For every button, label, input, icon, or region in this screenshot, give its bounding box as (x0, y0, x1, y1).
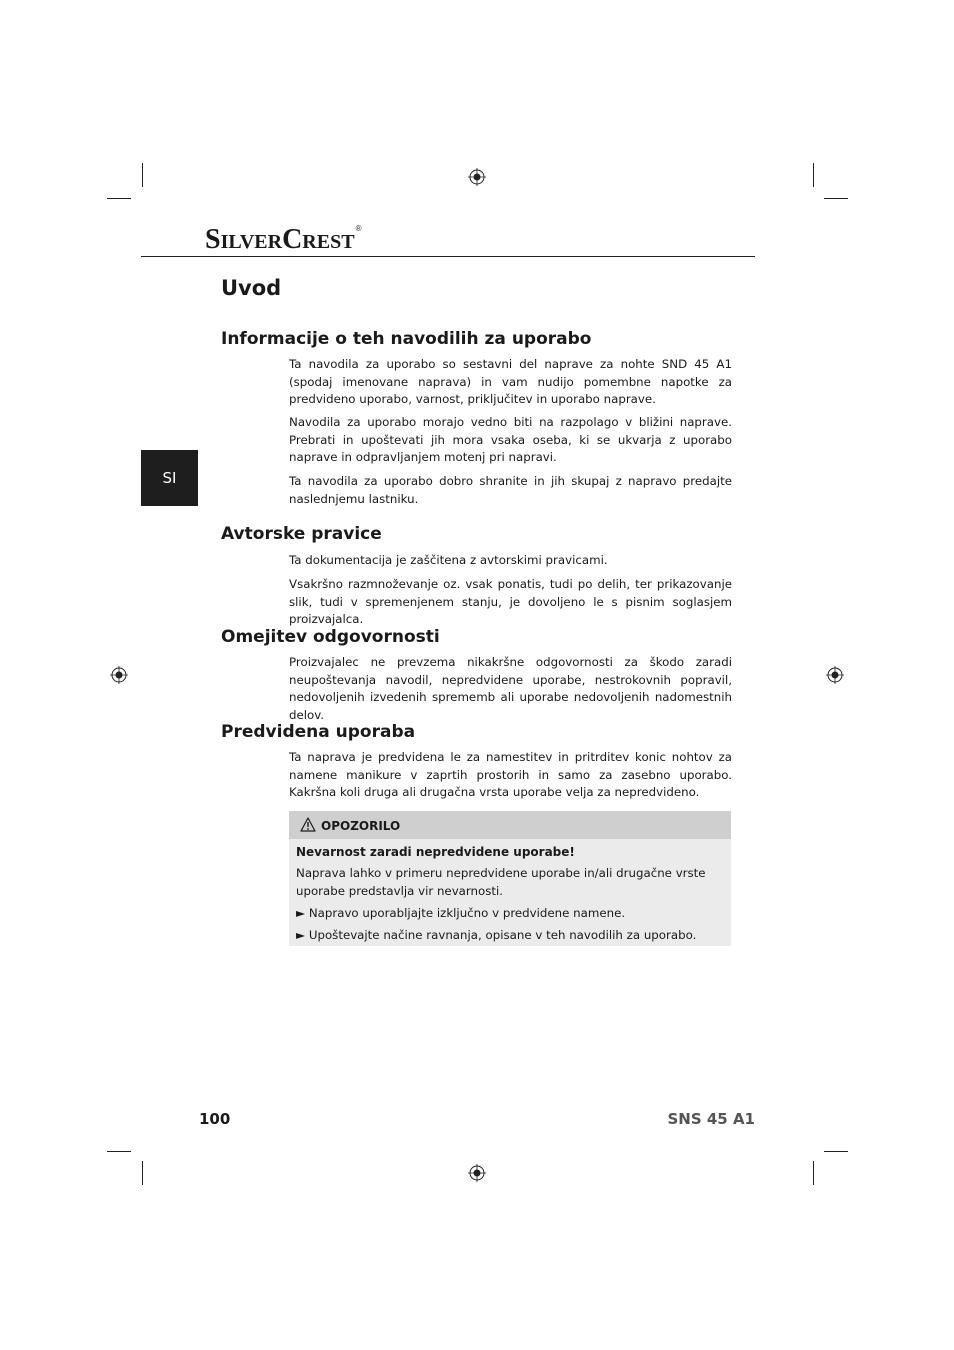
warning-text: Naprava lahko v primeru nepredvidene uporabe in/ali drugačne vrste uporabe predstavlja vir nevarnosti. (296, 866, 706, 898)
bullet-text: Upoštevajte načine ravnanja, opisane v teh navodilih za uporabo. (308, 928, 697, 942)
warning-label: OPOZORILO (321, 819, 401, 833)
paragraph: Navodila za uporabo morajo vedno biti na razpolago v bližini naprave. Prebrati in upoštevati jih mora vsaka oseba, ki se ukvarja z uporabo naprave in odpravljanjem motenj pri napravi. (289, 415, 732, 465)
warning-triangle-icon (300, 817, 316, 832)
registration-mark-icon (110, 666, 128, 684)
registration-mark-icon (468, 1164, 486, 1182)
warning-bullet (296, 927, 696, 945)
warning-header (289, 811, 731, 839)
paragraph: Ta dokumentacija je zaščitena z avtorskimi pravicami. (289, 553, 608, 567)
section-heading: Omejitev odgovornosti (221, 627, 440, 647)
bullet-arrow-icon: ► (296, 906, 306, 920)
crop-mark (142, 1161, 143, 1185)
crop-mark (813, 1161, 814, 1185)
bullet-text: Napravo uporabljajte izključno v predvidene namene. (308, 906, 626, 920)
crop-mark (107, 1151, 131, 1152)
paragraph: Ta naprava je predvidena le za namestitev in pritrditev konic nohtov za namene manikure v zaprtih prostorih in samo za zasebno uporabo. Kakršna koli druga ali drugačna vrsta uporabe velja za nepredvideno. (289, 750, 732, 800)
language-tab (141, 450, 198, 506)
language-tab-label: SI (162, 469, 177, 487)
warning-subtitle: Nevarnost zaradi nepredvidene uporabe! (296, 845, 575, 859)
section-heading: Predvidena uporaba (221, 722, 416, 742)
paragraph: Ta navodila za uporabo dobro shranite in jih skupaj z napravo predajte naslednjemu lastniku. (289, 474, 732, 506)
header-rule (141, 256, 755, 257)
paragraph: Proizvajalec ne prevzema nikakršne odgovornosti za škodo zaradi neupoštevanja navodil, nepredvidene uporabe, nestrokovnih popravil, nedovoljenih izvedenih sprememb ali uporabe nedovoljenih nadomestnih delov. (289, 655, 732, 722)
page-number: 100 (199, 1110, 231, 1128)
crop-mark (824, 1151, 848, 1152)
paragraph: Ta navodila za uporabo so sestavni del naprave za nohte SND 45 A1 (spodaj imenovane naprava) in vam nudijo pomembne napotke za predvideno uporabo, varnost, priključitev in uporabo naprave. (289, 357, 732, 407)
crop-mark (813, 163, 814, 187)
paragraph: Vsakršno razmnoževanje oz. vsak ponatis, tudi po delih, ter prikazovanje slik, tudi v spremenjenem stanju, je dovoljeno le s pisnim soglasjem proizvajalca. (289, 577, 732, 627)
crop-mark (107, 198, 131, 199)
section-heading: Informacije o teh navodilih za uporabo (221, 329, 592, 349)
brand-name: SilverCrest (205, 224, 355, 255)
page-title: Uvod (221, 276, 282, 300)
registered-mark: ® (355, 224, 362, 233)
warning-bullet (296, 905, 625, 923)
crop-mark (142, 163, 143, 187)
registration-mark-icon (826, 666, 844, 684)
crop-mark (824, 198, 848, 199)
warning-box (289, 811, 731, 946)
brand-logo (205, 224, 361, 256)
registration-mark-icon (468, 168, 486, 186)
bullet-arrow-icon: ► (296, 928, 306, 942)
model-number: SNS 45 A1 (667, 1110, 755, 1128)
section-heading: Avtorske pravice (221, 524, 382, 544)
